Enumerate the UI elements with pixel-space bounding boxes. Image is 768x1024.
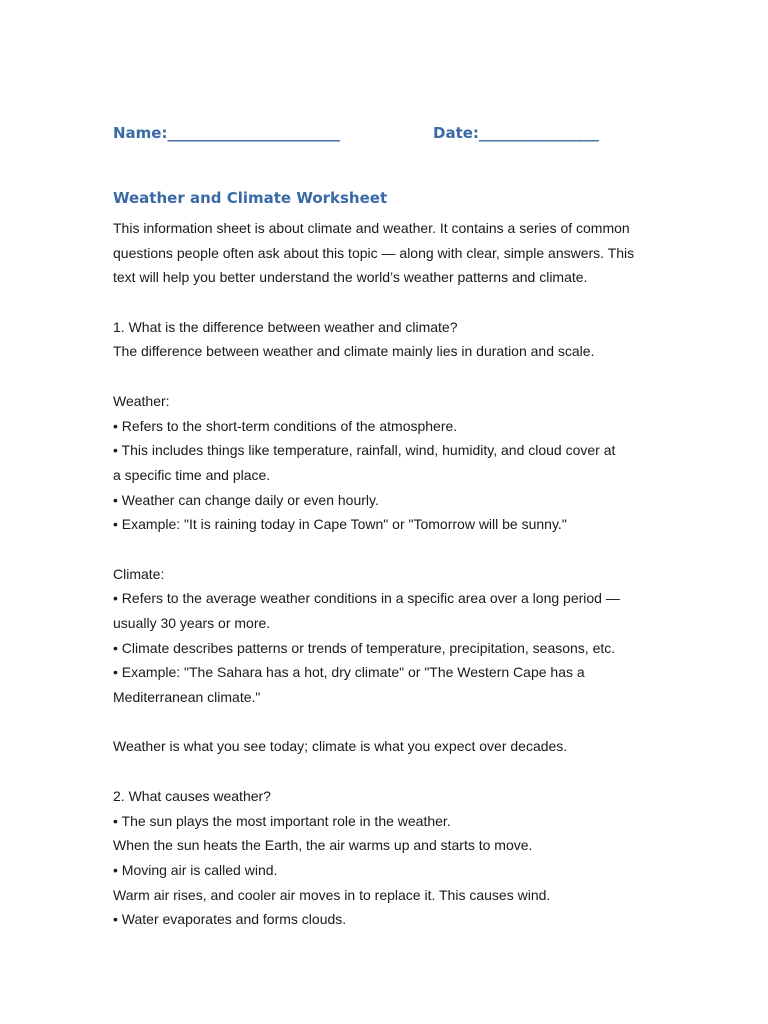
question-heading: 1. What is the difference between weather and climate?: [113, 318, 458, 335]
text-line: This information sheet is about climate and weather. It contains a series of common: [113, 220, 630, 236]
text-line: text will help you better understand the world’s weather patterns and climate.: [113, 269, 588, 286]
bullet-item: • Refers to the short-term conditions of the atmosphere.: [113, 417, 458, 434]
worksheet-body: [113, 216, 653, 932]
summary-line: Weather is what you see today; climate is what you expect over decades.: [113, 738, 568, 755]
question-heading: 2. What causes weather?: [113, 787, 271, 804]
text-line: Mediterranean climate.": [113, 689, 261, 706]
blank-line: [113, 364, 653, 389]
bullet-item: • Weather can change daily or even hourly.: [113, 491, 379, 508]
blank-line: [113, 537, 653, 562]
bullet-item: • Refers to the average weather conditions in a specific area over a long period —: [113, 590, 620, 607]
blank-line: [113, 710, 653, 735]
text-line: Warm air rises, and cooler air moves in to replace it. This causes wind.: [113, 886, 551, 903]
text-line: questions people often ask about this topic — along with clear, simple answers. This: [113, 244, 635, 261]
bullet-item: • The sun plays the most important role in the weather.: [113, 812, 451, 829]
worksheet-title: Weather and Climate Worksheet: [113, 189, 388, 207]
bullet-item: • Example: "The Sahara has a hot, dry climate" or "The Western Cape has a: [113, 664, 585, 681]
text-line: When the sun heats the Earth, the air warms up and starts to move.: [113, 837, 533, 854]
name-field-label: Name:_______________________: [113, 124, 340, 142]
bullet-item: • Example: "It is raining today in Cape Town" or "Tomorrow will be sunny.": [113, 516, 567, 533]
bullet-item: • Moving air is called wind.: [113, 861, 278, 878]
date-field-label: Date:________________: [433, 124, 599, 142]
bullet-item: • Water evaporates and forms clouds.: [113, 911, 347, 928]
section-label-weather: Weather:: [113, 392, 170, 409]
blank-line: [113, 290, 653, 315]
text-line: The difference between weather and climate mainly lies in duration and scale.: [113, 343, 595, 360]
section-label-climate: Climate:: [113, 565, 165, 582]
bullet-item: • This includes things like temperature, rainfall, wind, humidity, and cloud cover at: [113, 442, 616, 459]
text-line: usually 30 years or more.: [113, 615, 271, 631]
blank-line: [113, 759, 653, 784]
text-line: a specific time and place.: [113, 466, 271, 483]
bullet-item: • Climate describes patterns or trends of temperature, precipitation, seasons, etc.: [113, 639, 616, 656]
